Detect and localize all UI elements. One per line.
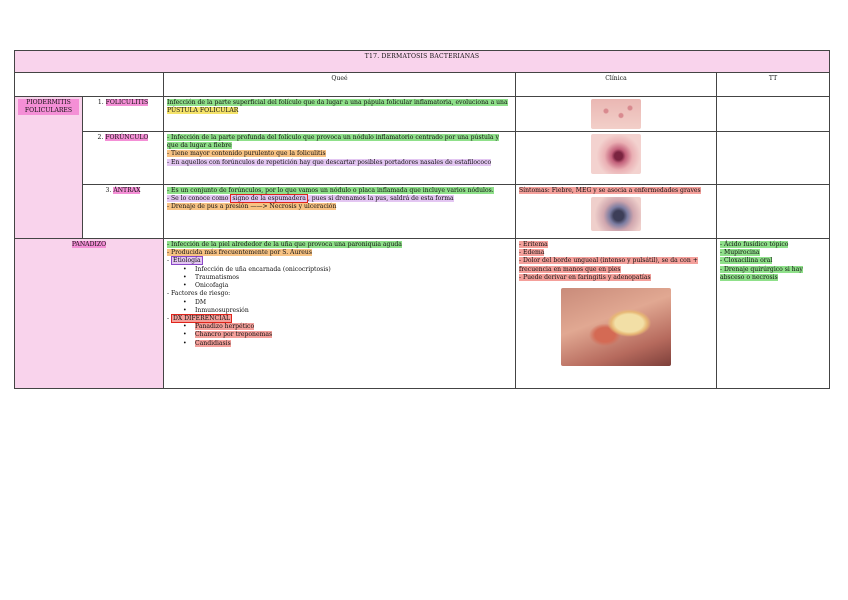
list-item: • Inmunosupresión [195,307,512,315]
forunculo-name: FORÚNCULO [105,134,149,141]
list-item: • Candidiasis [195,340,512,348]
antrax-desc [164,185,516,239]
panadizo-etiologia: Etiología [173,257,201,265]
forunculo-line2: - Tiene mayor contenido purulento que la foliculitis [167,150,326,158]
foliculitis-clinic [516,97,717,132]
forunculo-photo [591,134,641,174]
foliculitis-name: FOLICULITIS [105,99,149,106]
panadizo-clinic [516,239,717,389]
antrax-line2a: - Se lo conoce como [167,195,231,203]
pioderm-group-line2: FOLICULARES [18,107,79,115]
antrax-line3: - Drenaje de pus a presión ——> Necrosis y ulceración [167,203,337,211]
list-item: • Infección de uña encarnada (onicocriptosis) [195,266,512,274]
list-item: • Panadizo herpético [195,323,512,331]
forunculo-num: 2. [97,134,104,141]
clinic-line: - Edema [519,249,545,257]
list-item: • Chancro por treponemas [195,331,512,339]
list-item: • Onicofagia [195,282,512,290]
etiologia-list [167,266,512,291]
foliculitis-desc-part2: PÚSTULA FOLICULAR [167,107,239,115]
header-empty [15,73,164,97]
panadizo-risk: - Factores de riesgo: [167,290,231,298]
antrax-cell [83,185,164,239]
clinic-line: - Eritema [519,241,548,248]
antrax-tt [717,185,830,239]
antrax-photo [591,197,641,231]
dx-list [167,323,512,348]
tt-line: - Cloxacilina oral [720,257,773,265]
panadizo-cell [15,239,164,389]
panadizo-photo [561,288,671,366]
antrax-num: 3. [105,187,112,194]
antrax-name: ÁNTRAX [113,187,141,194]
forunculo-clinic [516,132,717,185]
forunculo-line1: - Infección de la parte profunda del folículo que provoca un nódulo inflamatorio centrado por una pústula y que da lugar a fiebre [167,134,499,150]
table-title: T17. DERMATOSIS BACTERIANAS [15,51,830,73]
list-item: • Traumatismos [195,274,512,282]
tt-line: - Ácido fusídico tópico [720,241,789,248]
forunculo-line3: - En aquellos con forúnculos de repetición hay que descartar posibles portadores nasales de estafilococo [167,158,492,166]
pioderm-group-cell [15,97,83,239]
foliculitis-photo [591,99,641,129]
risk-list [167,299,512,315]
foliculitis-desc-part1: Infección de la parte superficial del folículo que da lugar a una pápula folicular inflamatoria, evoluciona a una [167,99,508,106]
header-que: Queé [164,73,516,97]
foliculitis-num: 1. [97,99,104,106]
header-tt: TT [717,73,830,97]
tt-line: - Drenaje quirúrgico si hay absceso o necrosis [720,265,803,281]
header-clinica: Clínica [516,73,717,97]
dermatosis-table [14,50,830,389]
antrax-signo-espumadera: signo de la espumadera [232,195,306,203]
forunculo-desc [164,132,516,185]
panadizo-desc: - Infección de la piel alrededor de la uña que provoca una paroniquia aguda - Producida más frecuentemente por S. Aureus - Etiología • Infección de uña encarnada (onicocriptosis) • Traumatismos • Onicofagia - Factores de riesgo: • DM • Inmunosupresión - DX DIFERENCIAL • Panadizo herpético • Chancro por treponemas • Candidiasis [164,239,516,389]
tt-line: - Mupirocina [720,249,760,257]
foliculitis-cell [83,97,164,132]
panadizo-tt [717,239,830,389]
panadizo-cause: - Producida más frecuentemente por S. Aureus [167,249,312,257]
foliculitis-tt [717,97,830,132]
forunculo-tt [717,132,830,185]
clinic-line: - Puede derivar en faringitis y adenopatías [519,273,651,281]
clinic-line: - Dolor del borde ungueal (intenso y pulsátil), se da con + frecuencia en manos que en pies [519,257,698,273]
foliculitis-desc [164,97,516,132]
antrax-line2c: , pues si drenamos la pus, saldrá de esta forma [307,195,454,203]
antrax-symptoms: Síntomas: Fiebre, MEG y se asocia a enfermedades graves [519,187,701,194]
panadizo-dx: DX DIFERENCIAL [173,314,231,322]
panadizo-label: PANADIZO [71,241,107,248]
antrax-clinic [516,185,717,239]
list-item: • DM [195,299,512,307]
antrax-line1: - Es un conjunto de forúnculos, por lo que vamos un nódulo o placa inflamada que incluye varios nódulos. [167,187,494,194]
panadizo-desc-line: - Infección de la piel alrededor de la uña que provoca una paroniquia aguda [167,241,402,248]
pioderm-group-line1: PIODERMITIS [18,99,79,107]
forunculo-cell [83,132,164,185]
